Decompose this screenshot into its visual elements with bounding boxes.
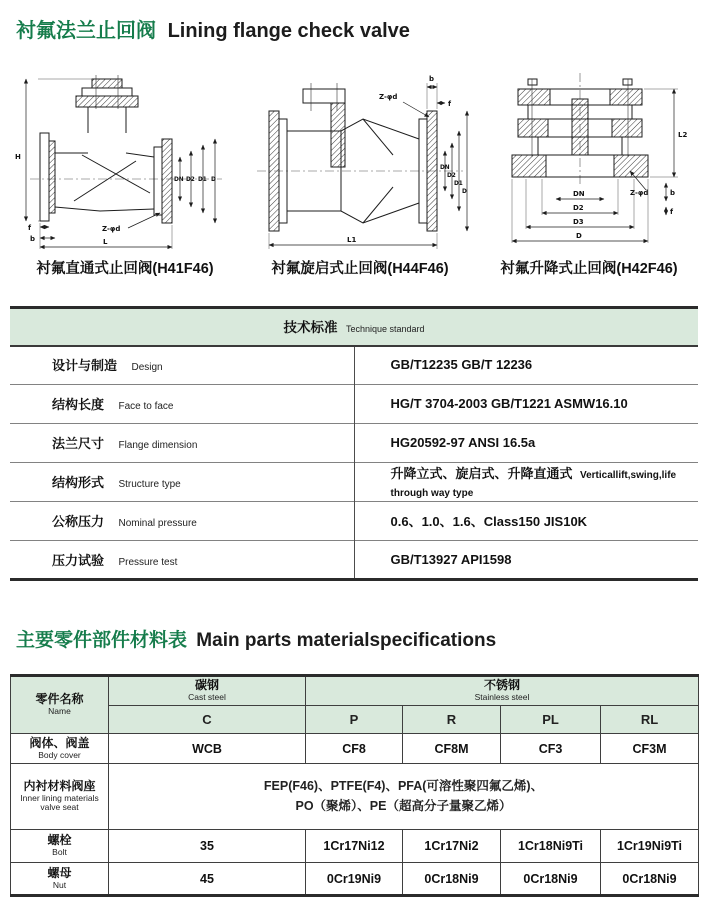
material-cell: 1Cr17Ni12	[306, 830, 403, 863]
valve-drawing-h42f46	[480, 61, 698, 253]
part-name-zh: 阀体、阀盖	[29, 735, 90, 750]
dim-label: L1	[347, 236, 357, 244]
row-label-en: Face to face	[118, 401, 174, 412]
valve-drawing-h41f46	[10, 61, 240, 253]
row-label-en: Design	[131, 362, 163, 374]
table-row-body-cover	[11, 734, 699, 764]
row-label-zh: 法兰尺寸	[52, 436, 105, 451]
row-label-zh: 结构长度	[52, 397, 105, 412]
part-name-cell	[11, 734, 109, 764]
dim-label: DN	[440, 165, 450, 171]
row-label-en: Pressure test	[118, 556, 178, 568]
row-label-pressure-test	[10, 541, 354, 580]
material-span-line2: PO（聚烯）、PE（超高分子量聚乙烯）	[295, 798, 512, 813]
figure-h41f46	[10, 61, 240, 278]
dim-label: b	[30, 235, 36, 243]
header-en: Stainless steel	[474, 692, 530, 703]
dim-label: D3	[573, 218, 584, 226]
part-name-en: Nut	[52, 879, 67, 890]
table-row-inner-lining	[11, 764, 699, 830]
row-label-structure-type	[10, 463, 354, 502]
row-label-flange-dimension	[10, 424, 354, 463]
figure-h42f46	[480, 61, 698, 278]
row-label-en: Structure type	[118, 479, 181, 490]
dim-label: D1	[454, 181, 463, 187]
materials-title-en: Main parts materialspecifications	[196, 630, 497, 651]
material-cell: 35	[109, 830, 306, 863]
grade-c: C	[109, 706, 306, 734]
material-cell: 1Cr19Ni9Ti	[601, 830, 699, 863]
header-zh: 零件名称	[35, 692, 84, 707]
dim-label: DN	[573, 190, 585, 198]
figure-caption: 衬氟旋启式止回阀(H44F46)	[271, 261, 449, 277]
valve-drawings	[10, 61, 698, 278]
page-title-en: Lining flange check valve	[167, 20, 410, 42]
dim-label: D	[462, 189, 467, 195]
material-cell: CF8M	[403, 734, 501, 764]
row-value: GB/T12235 GB/T 12236	[390, 357, 533, 373]
table-row	[10, 385, 698, 424]
material-span-cell	[109, 764, 699, 830]
grade-pl: PL	[501, 706, 601, 734]
row-label-zh: 结构形式	[52, 475, 105, 490]
header-en: Name	[48, 706, 71, 717]
table-row	[10, 346, 698, 385]
part-name-cell	[11, 863, 109, 896]
row-label-zh: 压力试验	[52, 552, 105, 568]
row-value-pressure-test	[354, 541, 698, 580]
row-label-face-to-face	[10, 385, 354, 424]
row-label-en: Nominal pressure	[118, 518, 197, 529]
row-value-structure-type	[354, 463, 698, 502]
row-label-en: Flange dimension	[118, 440, 198, 451]
materials-title-zh: 主要零件部件材料表	[16, 630, 188, 651]
tech-header-zh: 技术标准	[283, 320, 338, 336]
valve-drawing-h44f46	[245, 61, 475, 253]
table-header-row	[11, 676, 699, 706]
dim-label: D	[211, 177, 216, 183]
material-cell: 0Cr18Ni9	[403, 863, 501, 896]
figure-caption: 衬氟升降式止回阀(H42F46)	[500, 261, 678, 277]
grade-r: R	[403, 706, 501, 734]
header-part-name	[11, 676, 109, 734]
row-value: 0.6、1.0、1.6、Class150 JIS10K	[390, 514, 588, 529]
row-value-nominal-pressure	[354, 502, 698, 541]
page-title-zh: 衬氟法兰止回阀	[16, 20, 156, 42]
dim-label: L2	[678, 131, 688, 139]
row-value-en: Verticallift,swing,life through way type	[390, 470, 677, 499]
part-name-cell	[11, 764, 109, 830]
dim-label: Z-φd	[102, 225, 121, 233]
part-name-en: Body cover	[38, 749, 81, 760]
row-value: GB/T13927 API1598	[390, 551, 512, 567]
row-label-zh: 设计与制造	[52, 358, 118, 374]
dim-label: D	[576, 232, 582, 240]
dim-label: Z-φd	[630, 189, 649, 197]
dim-label: b	[429, 75, 435, 83]
row-value: 升降立式、旋启式、升降直通式	[390, 466, 573, 481]
technique-standard-table	[10, 306, 698, 581]
part-name-cell	[11, 830, 109, 863]
dim-label: D2	[447, 173, 456, 179]
materials-table	[10, 674, 699, 897]
material-cell: 0Cr18Ni9	[501, 863, 601, 896]
material-cell: 0Cr18Ni9	[601, 863, 699, 896]
material-cell: CF3	[501, 734, 601, 764]
grade-p: P	[306, 706, 403, 734]
material-cell: 1Cr17Ni2	[403, 830, 501, 863]
figure-caption: 衬氟直通式止回阀(H41F46)	[36, 261, 214, 277]
dim-label: f	[28, 224, 32, 232]
part-name-zh: 螺母	[47, 865, 72, 880]
table-grade-row	[11, 706, 699, 734]
grade-rl: RL	[601, 706, 699, 734]
header-zh: 碳钢	[194, 678, 219, 693]
material-span-line1: FEP(F46)、PTFE(F4)、PFA(可溶性聚四氟乙烯)、	[263, 779, 544, 794]
material-cell: CF3M	[601, 734, 699, 764]
row-value: HG20592-97 ANSI 16.5a	[390, 435, 536, 450]
row-label-zh: 公称压力	[52, 514, 105, 529]
dim-label: D2	[573, 204, 584, 212]
table-row-bolt	[11, 830, 699, 863]
technique-standard-header	[10, 308, 698, 346]
material-cell: WCB	[109, 734, 306, 764]
table-row	[10, 424, 698, 463]
part-name-zh: 内衬材料阀座	[23, 778, 96, 793]
header-stainless-steel	[306, 676, 699, 706]
dim-label: DN	[174, 177, 184, 183]
page-title	[16, 14, 698, 43]
table-row	[10, 502, 698, 541]
dim-label: Z-φd	[379, 93, 398, 101]
header-carbon-steel	[109, 676, 306, 706]
part-name-zh: 螺栓	[47, 833, 72, 848]
dim-label: b	[670, 189, 676, 197]
material-cell: 0Cr19Ni9	[306, 863, 403, 896]
dim-label: D2	[186, 177, 195, 183]
materials-section-title	[16, 625, 698, 652]
part-name-en: Bolt	[52, 847, 67, 858]
dim-label: f	[670, 208, 674, 216]
part-name-en: Inner lining materials valve seat	[20, 792, 99, 813]
figure-h44f46	[245, 61, 475, 278]
row-label-design	[10, 346, 354, 385]
header-zh: 不锈钢	[483, 678, 520, 693]
dim-label: f	[448, 100, 452, 108]
header-en: Cast steel	[188, 692, 226, 703]
material-cell: 45	[109, 863, 306, 896]
table-row	[10, 463, 698, 502]
tech-header-en: Technique standard	[345, 324, 425, 335]
dim-label: D1	[198, 177, 207, 183]
row-value-flange-dimension	[354, 424, 698, 463]
dim-label: L	[103, 238, 108, 246]
material-cell: CF8	[306, 734, 403, 764]
row-label-nominal-pressure	[10, 502, 354, 541]
table-row	[10, 541, 698, 580]
dim-label: H	[15, 153, 21, 161]
row-value-design	[354, 346, 698, 385]
table-row-nut	[11, 863, 699, 896]
material-cell: 1Cr18Ni9Ti	[501, 830, 601, 863]
row-value: HG/T 3704-2003 GB/T1221 ASMW16.10	[390, 396, 628, 411]
row-value-face-to-face	[354, 385, 698, 424]
